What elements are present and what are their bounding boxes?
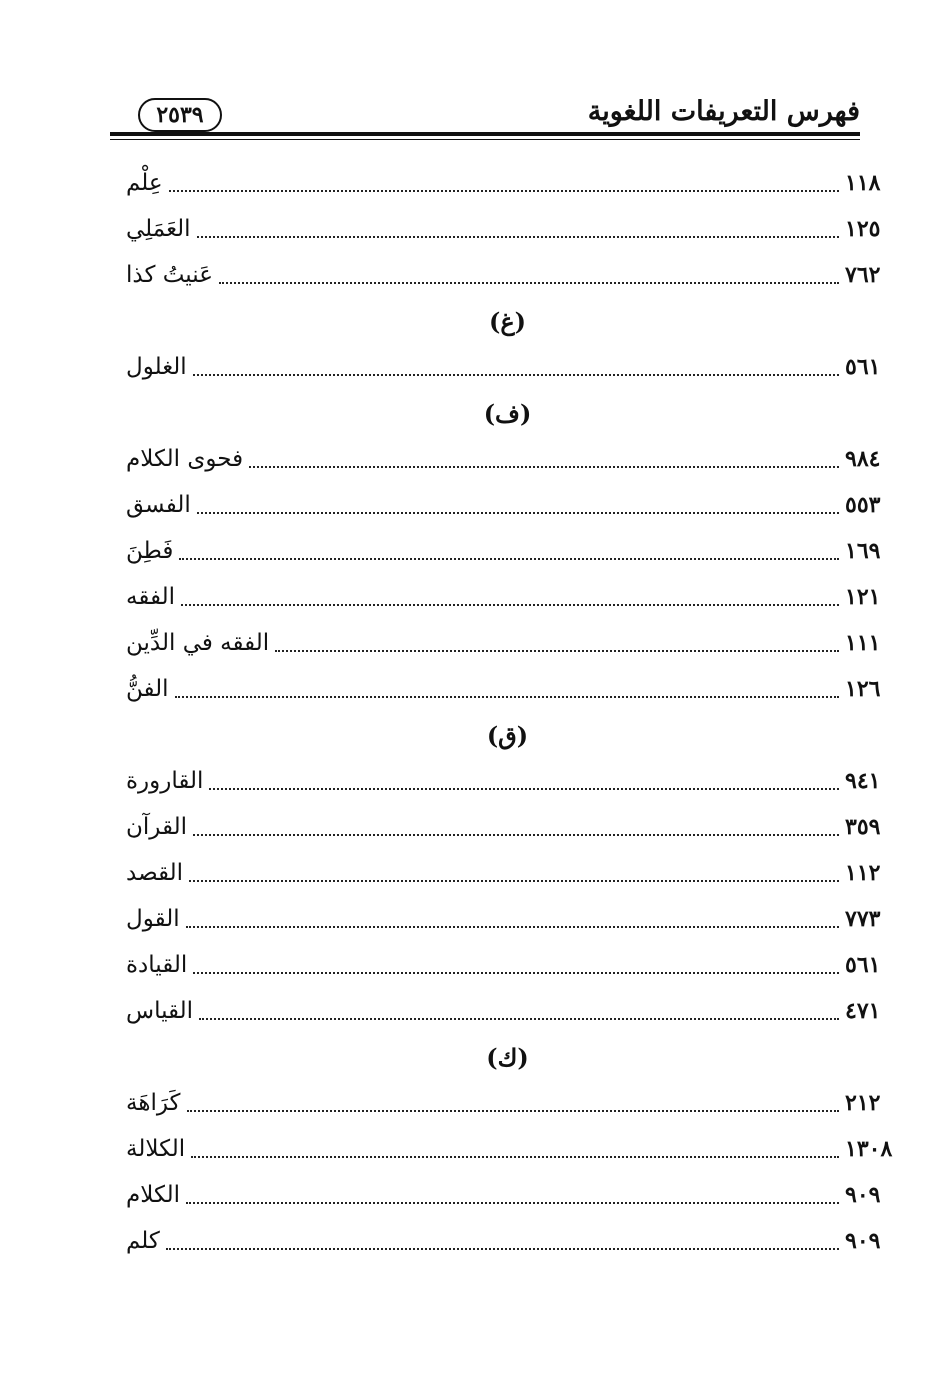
entry-page-number: ٩٤١ (845, 768, 881, 794)
section-letter-heading: (ك) (486, 1042, 529, 1072)
entry-term: الغلول (126, 354, 187, 380)
index-entry-row (120, 206, 895, 252)
entry-term: عَنيتُ كذا (126, 262, 213, 288)
entry-term: فحوى الكلام (126, 446, 244, 472)
dot-leader (186, 926, 839, 928)
entry-page-number: ٥٦١ (845, 354, 881, 380)
entry-term: الكلالة (126, 1136, 186, 1162)
section-letter-heading: (ف) (483, 398, 532, 428)
entry-page-number: ٣٥٩ (845, 814, 881, 840)
entry-page-number: ١٦٩ (845, 538, 881, 564)
dot-leader (191, 1156, 839, 1158)
header-rule-thick (110, 132, 860, 136)
entry-term: الكلام (126, 1182, 181, 1208)
entry-term: القصد (126, 860, 184, 886)
dot-leader (249, 466, 839, 468)
entry-term: القول (126, 906, 180, 932)
index-entry-row (120, 758, 895, 804)
dot-leader (197, 236, 839, 238)
entry-page-number: ١٣٠٨ (845, 1136, 893, 1162)
entry-page-number: ٧٧٣ (845, 906, 881, 932)
index-entry-row (120, 528, 895, 574)
index-entry-row (120, 988, 895, 1034)
dot-leader (193, 834, 839, 836)
index-entry-row (120, 942, 895, 988)
entry-term: الفقه (126, 584, 175, 610)
index-entries (120, 160, 895, 1264)
dot-leader (209, 788, 839, 790)
entry-term: القارورة (126, 768, 204, 794)
page-number-badge: ٢٥٣٩ (138, 98, 222, 132)
entry-page-number: ٢١٢ (845, 1090, 881, 1116)
page-header (110, 90, 860, 150)
index-entry-row (120, 666, 895, 712)
dot-leader (181, 604, 839, 606)
index-entry-row (120, 1172, 895, 1218)
entry-term: كلم (126, 1228, 160, 1254)
entry-term: الفنُّ (126, 676, 169, 702)
entry-term: القياس (126, 998, 194, 1024)
entry-page-number: ١٢١ (845, 584, 881, 610)
entry-term: فَطِنَ (126, 538, 174, 564)
index-entry-row (120, 620, 895, 666)
entry-page-number: ٩٠٩ (845, 1182, 881, 1208)
index-entry-row (120, 850, 895, 896)
section-letter-heading: (ق) (486, 720, 529, 750)
index-entry-row (120, 482, 895, 528)
index-entry-row (120, 436, 895, 482)
page-title: فهرس التعريفات اللغوية (587, 96, 860, 127)
entry-term: العَمَلِي (126, 216, 191, 242)
entry-page-number: ١٢٥ (845, 216, 881, 242)
dot-leader (193, 374, 839, 376)
entry-page-number: ٩٨٤ (845, 446, 881, 472)
entry-term: القرآن (126, 814, 188, 840)
dot-leader (166, 1248, 839, 1250)
header-rule-thin (110, 139, 860, 140)
dot-leader (186, 1202, 839, 1204)
entry-page-number: ١١١ (845, 630, 881, 656)
dot-leader (193, 972, 839, 974)
section-letter-heading: (غ) (488, 306, 527, 336)
entry-page-number: ٥٥٣ (845, 492, 881, 518)
index-entry-row (120, 160, 895, 206)
index-entry-row (120, 804, 895, 850)
dot-leader (169, 190, 839, 192)
entry-page-number: ١١٨ (845, 170, 881, 196)
entry-page-number: ٤٧١ (845, 998, 881, 1024)
dot-leader (187, 1110, 840, 1112)
dot-leader (199, 1018, 839, 1020)
entry-term: عِلْم (126, 170, 163, 196)
index-entry-row (120, 252, 895, 298)
index-entry-row (120, 344, 895, 390)
entry-term: كَرَاهَة (126, 1090, 181, 1116)
entry-term: الفسق (126, 492, 191, 518)
entry-page-number: ١١٢ (845, 860, 881, 886)
index-entry-row (120, 574, 895, 620)
entry-page-number: ٩٠٩ (845, 1228, 881, 1254)
entry-page-number: ٥٦١ (845, 952, 881, 978)
entry-term: القيادة (126, 952, 188, 978)
dot-leader (275, 650, 839, 652)
dot-leader (197, 512, 839, 514)
index-entry-row (120, 1080, 895, 1126)
dot-leader (175, 696, 839, 698)
entry-page-number: ١٢٦ (845, 676, 881, 702)
dot-leader (179, 558, 839, 560)
index-entry-row (120, 1126, 895, 1172)
index-entry-row (120, 1218, 895, 1264)
index-entry-row (120, 896, 895, 942)
entry-term: الفقه في الدِّين (126, 630, 270, 656)
dot-leader (189, 880, 839, 882)
entry-page-number: ٧٦٢ (845, 262, 881, 288)
dot-leader (219, 282, 839, 284)
